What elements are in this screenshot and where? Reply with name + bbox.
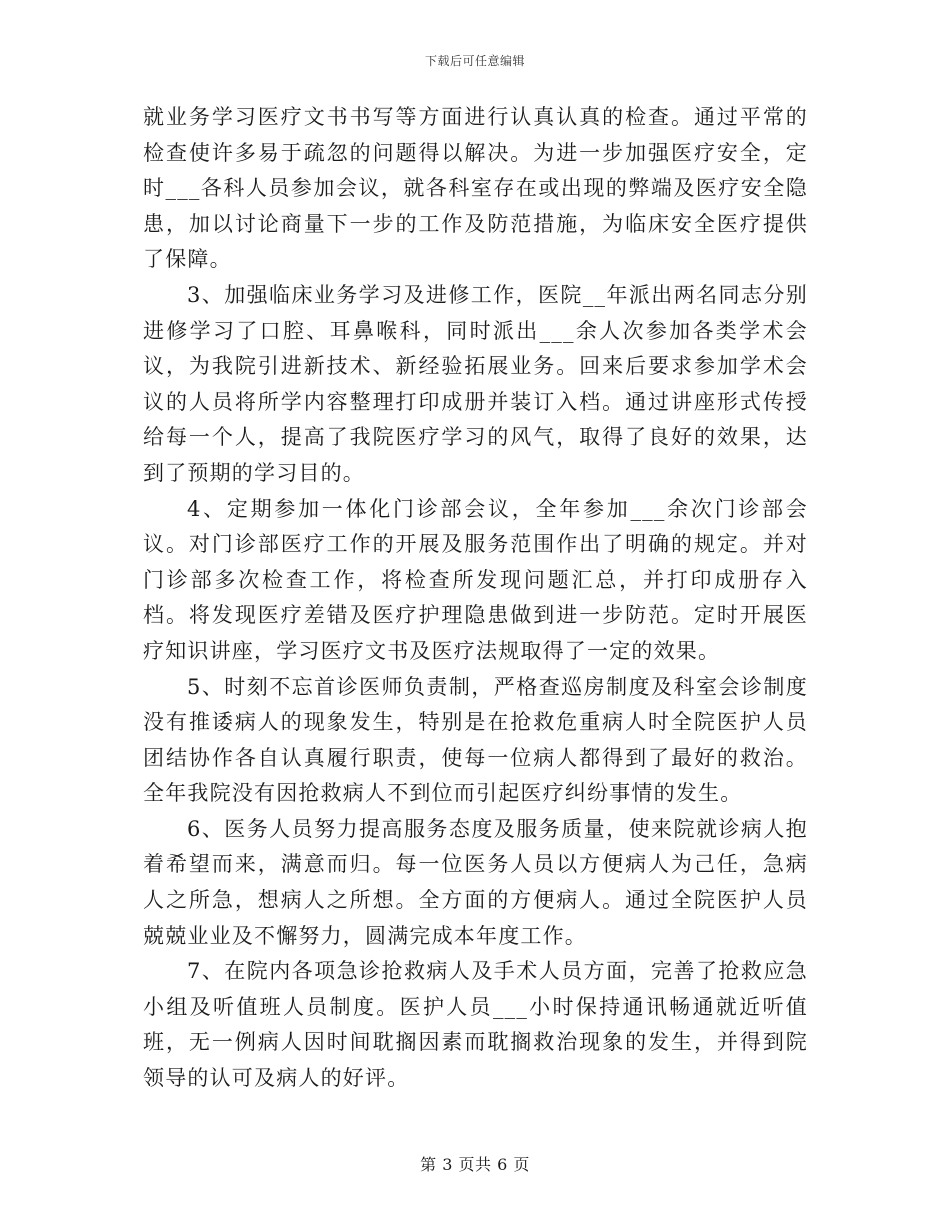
document-body [143,100,808,1097]
paragraph-item-4: 4、定期参加一体化门诊部会议，全年参加___余次门诊部会议。对门诊部医疗工作的开展及服务范围作出了明确的规定。并对门诊部多次检查工作，将检查所发现问题汇总，并打印成册存入档。将发现医疗差错及医疗护理隐患做到进一步防范。定时开展医疗知识讲座，学习医疗文书及医疗法规取得了一定的效果。 [143,496,808,663]
page-footer: 第 3 页共 6 页 [420,1155,530,1174]
paragraph-item-6: 6、医务人员努力提高服务态度及服务质量，使来院就诊病人抱着希望而来，满意而归。每一位医务人员以方便病人为己任，急病人之所急，想病人之所想。全方面的方便病人。通过全院医护人员兢兢业业及不懈努力，圆满完成本年度工作。 [143,816,808,948]
paragraph-continuation: 就业务学习医疗文书书写等方面进行认真认真的检查。通过平常的检查使许多易于疏忽的问题得以解决。为进一步加强医疗安全，定时___各科人员参加会议，就各科室存在或出现的弊端及医疗安全隐患，加以讨论商量下一步的工作及防范措施，为临床安全医疗提供了保障。 [143,105,808,272]
page-header: 下载后可任意编辑 [424,54,525,68]
paragraph-item-5: 5、时刻不忘首诊医师负责制，严格查巡房制度及科室会诊制度没有推诿病人的现象发生，特别是在抢救危重病人时全院医护人员团结协作各自认真履行职责，使每一位病人都得到了最好的救治。全年我院没有因抢救病人不到位而引起医疗纠纷事情的发生。 [143,674,808,806]
paragraph-item-7: 7、在院内各项急诊抢救病人及手术人员方面，完善了抢救应急小组及听值班人员制度。医护人员___小时保持通讯畅通就近听值班，无一例病人因时间耽搁因素而耽搁救治现象的发生，并得到院领导的认可及病人的好评。 [143,959,808,1091]
paragraph-item-3: 3、加强临床业务学习及进修工作，医院__年派出两名同志分别进修学习了口腔、耳鼻喉科，同时派出___余人次参加各类学术会议，为我院引进新技术、新经验拓展业务。回来后要求参加学术会议的人员将所学内容整理打印成册并装订入档。通过讲座形式传授给每一个人，提高了我院医疗学习的风气，取得了良好的效果，达到了预期的学习目的。 [143,282,808,485]
